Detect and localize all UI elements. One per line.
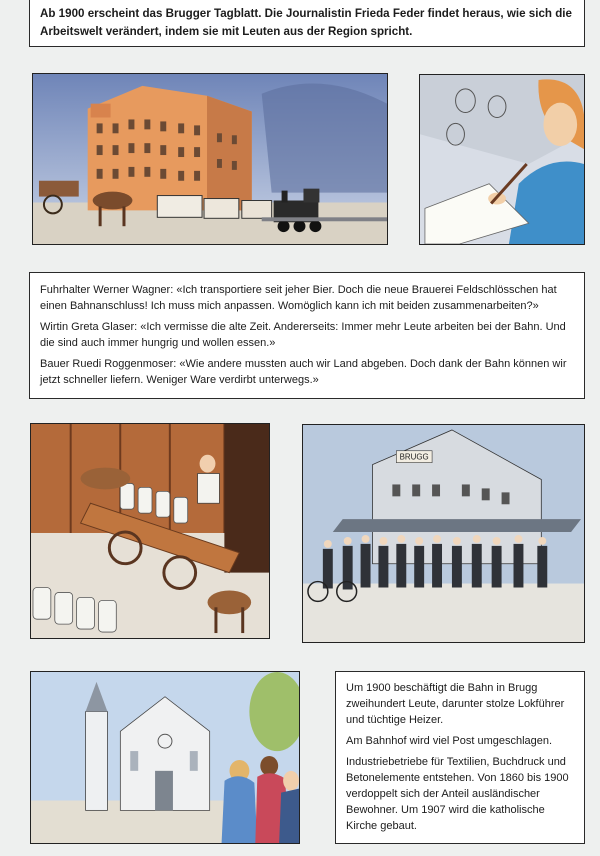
fact-mail: Am Bahnhof wird viel Post umgeschlagen.	[346, 735, 553, 747]
station-sign: BRUGG	[399, 452, 429, 462]
brugg-station-illustration	[302, 424, 585, 643]
intro-text: Ab 1900 erscheint das Brugger Tagblatt. Die Journalistin Frieda Feder findet heraus, wie sich die Arbeitswelt verändert, indem sie mit Leuten aus der Region spricht.	[40, 7, 572, 38]
brewery-train-illustration	[32, 73, 388, 245]
journalist-writing-illustration	[419, 74, 585, 245]
facts-caption	[335, 671, 585, 844]
intro-caption	[29, 0, 585, 47]
fact-industry: Industriebetriebe für Textilien, Buchdruck und Betonelemente entstehen. Von 1860 bis 1900 verdoppelt sich der Anteil ausländischer Bewohner. Um 1907 wird die katholische Kirche gebaut.	[346, 756, 569, 832]
quote-greta-glaser: Wirtin Greta Glaser: «Ich vermisse die alte Zeit. Andererseits: Immer mehr Leute arbeiten bei der Bahn. Und die sind auch immer hungrig und wollen essen.»	[40, 321, 566, 349]
quote-werner-wagner: Fuhrhalter Werner Wagner: «Ich transportiere seit jeher Bier. Doch die neue Brauerei Feldschlösschen hat einen Bahnanschluss! Ich muss mich anpassen. Womöglich kann ich mit beiden zusammenarbeiten?»	[40, 284, 557, 312]
quote-ruedi-roggenmoser: Bauer Ruedi Roggenmoser: «Wie andere mussten auch wir Land abgeben. Doch dank der Bahn können wir jetzt schneller liefern. Weniger Ware verdirbt unterwegs.»	[40, 358, 567, 386]
church-illustration	[30, 671, 300, 844]
fact-railway-staff: Um 1900 beschäftigt die Bahn in Brugg zweihundert Leute, darunter stolze Lokführer und tüchtige Heizer.	[346, 682, 565, 726]
milk-cart-illustration	[30, 423, 270, 639]
quotes-caption	[29, 272, 585, 399]
